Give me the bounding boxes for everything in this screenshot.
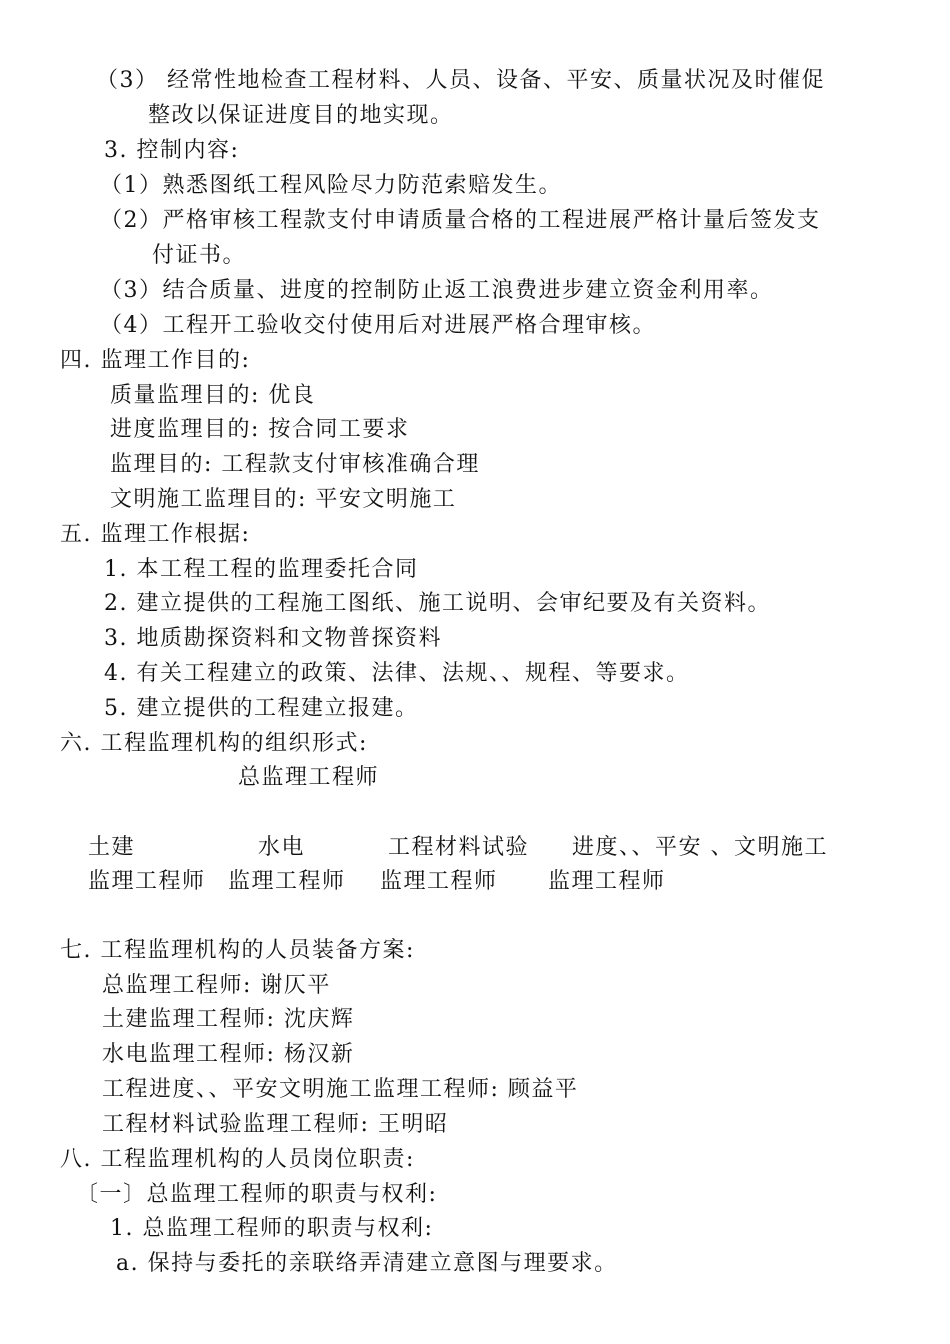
- duty-item-a: a. 保持与委托的亲联络弄清建立意图与理要求。: [116, 1251, 618, 1276]
- staff-item: 工程进度、、平安文明施工监理工程师: 顾益平: [102, 1077, 579, 1102]
- control-content-heading: 3. 控制内容:: [104, 138, 240, 163]
- staff-item: 水电监理工程师: 杨汉新: [102, 1042, 355, 1067]
- section-4-heading: 四. 监理工作目的:: [60, 348, 251, 373]
- org-chief-engineer: 总监理工程师: [238, 765, 380, 790]
- section-5-heading: 五. 监理工作根据:: [60, 522, 251, 547]
- section-8-sub-1-1: 1. 总监理工程师的职责与权利:: [110, 1216, 434, 1241]
- civilized-construction-goal: 文明施工监理目的: 平安文明施工: [110, 487, 457, 512]
- org-material-test-label: 工程材料试验: [388, 835, 530, 860]
- quality-goal: 质量监理目的: 优良: [110, 383, 316, 408]
- basis-item: 5. 建立提供的工程建立报建。: [104, 696, 419, 721]
- staff-item: 土建监理工程师: 沈庆辉: [102, 1007, 355, 1032]
- section-8-sub-1: 〔一〕总监理工程师的职责与权利:: [76, 1182, 438, 1207]
- org-civil-engineer: 监理工程师: [88, 869, 206, 894]
- org-water-electric-label: 水电: [258, 835, 306, 860]
- control-item-3-line2: 整改以保证进度目的地实现。: [148, 103, 454, 128]
- org-material-test-engineer: 监理工程师: [380, 869, 498, 894]
- cost-goal: 监理目的: 工程款支付审核准确合理: [110, 452, 480, 477]
- section-6-heading: 六. 工程监理机构的组织形式:: [60, 731, 368, 756]
- control-item-3-line1: （3） 经常性地检查工程材料、人员、设备、平安、质量状况及时催促: [96, 68, 825, 93]
- control-content-item-3: （3）结合质量、进度的控制防止返工浪费进步建立资金利用率。: [100, 278, 774, 303]
- control-content-item-1: （1）熟悉图纸工程风险尽力防范索赔发生。: [100, 173, 562, 198]
- control-content-item-2-line1: （2）严格审核工程款支付申请质量合格的工程进展严格计量后签发支: [100, 208, 821, 233]
- schedule-goal: 进度监理目的: 按合同工要求: [110, 417, 410, 442]
- org-civil-label: 土建: [88, 835, 136, 860]
- control-content-item-4: （4）工程开工验收交付使用后对进展严格合理审核。: [100, 313, 656, 338]
- org-progress-safety-label: 进度、、平安 、文明施工: [572, 835, 828, 860]
- control-content-item-2-line2: 付证书。: [152, 243, 247, 268]
- section-8-heading: 八. 工程监理机构的人员岗位职责:: [60, 1147, 415, 1172]
- section-7-heading: 七. 工程监理机构的人员装备方案:: [60, 938, 415, 963]
- basis-item: 4. 有关工程建立的政策、法律、法规、、规程、等要求。: [104, 661, 690, 686]
- org-progress-safety-engineer: 监理工程师: [548, 869, 666, 894]
- staff-item: 总监理工程师: 谢仄平: [102, 973, 331, 998]
- staff-item: 工程材料试验监理工程师: 王明昭: [102, 1112, 449, 1137]
- basis-item: 3. 地质勘探资料和文物普探资料: [104, 626, 442, 651]
- basis-item: 2. 建立提供的工程施工图纸、施工说明、会审纪要及有关资料。: [104, 591, 771, 616]
- basis-item: 1. 本工程工程的监理委托合同: [104, 557, 419, 582]
- org-water-electric-engineer: 监理工程师: [228, 869, 346, 894]
